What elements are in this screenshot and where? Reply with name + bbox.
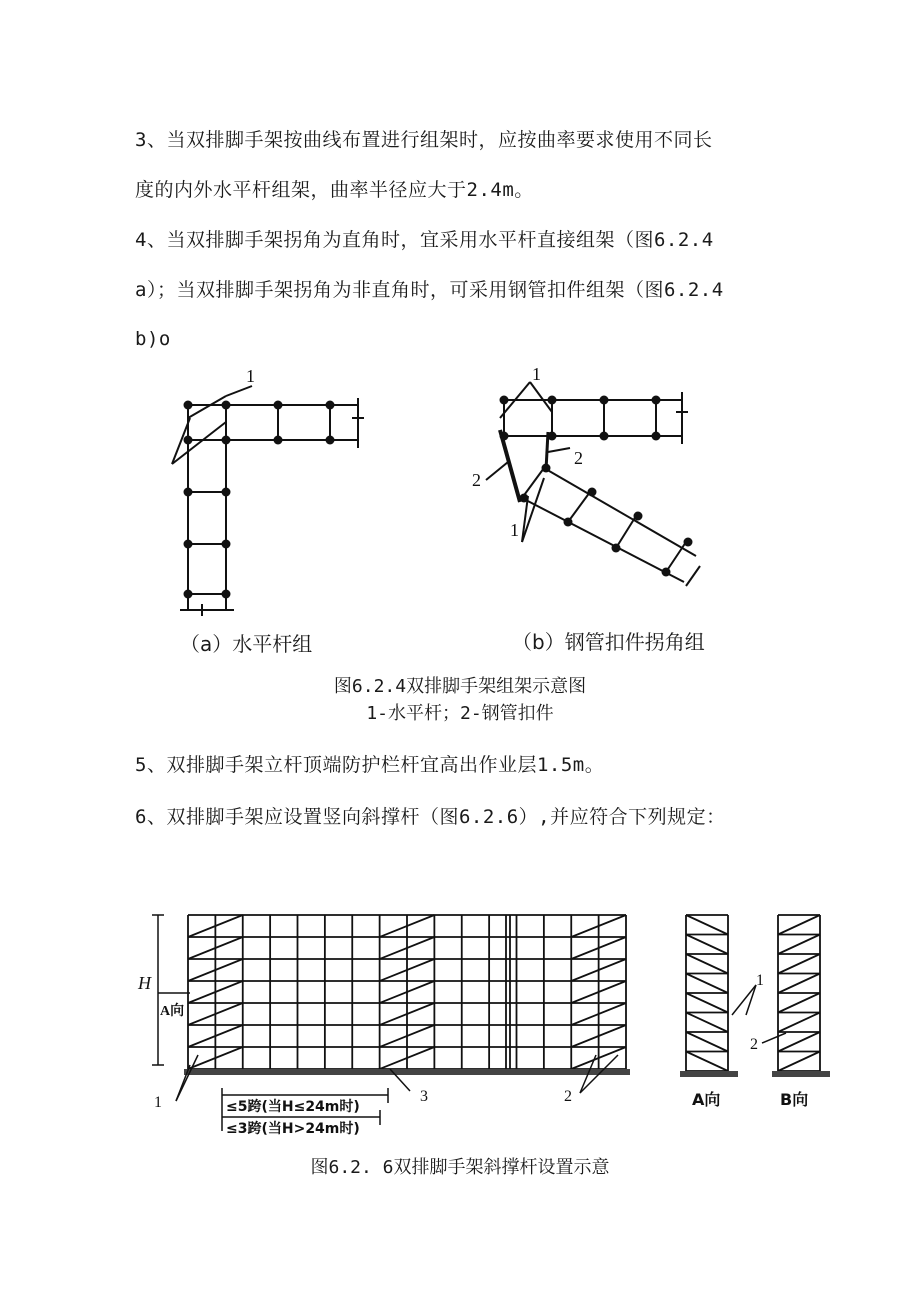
- height-label-h: H: [138, 973, 151, 993]
- span-rule-24m-below: ≤5跨(当H≤24m时): [226, 1099, 360, 1115]
- side-brace-a: [686, 974, 728, 994]
- side-brace-a: [686, 1032, 728, 1052]
- side-label-1: 1: [756, 972, 764, 989]
- paragraph-3-line-1: 3、当双排脚手架按曲线布置进行组架时，应按曲率要求使用不同长: [135, 129, 713, 151]
- side-brace-b: [778, 974, 820, 994]
- figure-624-legend: 1-水平杆；2-钢管扣件: [366, 703, 554, 724]
- paragraph-5: 5、双排脚手架立杆顶端防护栏杆宜高出作业层1.5m。: [135, 754, 605, 776]
- side-brace-b: [778, 915, 820, 935]
- side-brace-b: [778, 954, 820, 974]
- figure-626-label-1: 1: [154, 1094, 162, 1111]
- side-brace-b: [778, 993, 820, 1013]
- figure-624b-subcaption: （b）钢管扣件拐角组: [512, 630, 705, 654]
- figure-626-caption: 图6.2. 6双排脚手架斜撑杆设置示意: [310, 1157, 610, 1178]
- side-brace-a: [686, 954, 728, 974]
- side-brace-a: [686, 1052, 728, 1072]
- side-brace-b: [778, 935, 820, 955]
- view-a-label: A向: [692, 1090, 721, 1109]
- ground-hatch: [184, 1069, 630, 1075]
- side-brace-b: [778, 1032, 820, 1052]
- paragraph-4-line-3: b)o: [135, 328, 171, 350]
- paragraph-4-line-2: a）；当双排脚手架拐角为非直角时，可采用钢管扣件组架（图6.2.4: [135, 279, 724, 301]
- figure-626-label-2: 2: [564, 1088, 572, 1105]
- figure-626-label-3: 3: [420, 1088, 428, 1105]
- figure-624b-label-1-bottom: 1: [510, 520, 519, 540]
- side-brace-a: [686, 1013, 728, 1033]
- figure-626-side-views: [670, 905, 840, 1125]
- span-rule-24m-above: ≤3跨(当H>24m时): [226, 1121, 360, 1137]
- figure-626-elevation: [140, 905, 640, 1145]
- figure-624-caption: 图6.2.4双排脚手架组架示意图: [333, 676, 587, 697]
- side-brace-a: [686, 993, 728, 1013]
- figure-624a-label-1: 1: [246, 366, 255, 386]
- side-label-2: 2: [750, 1036, 758, 1053]
- figure-624b-diagram: [470, 360, 720, 610]
- side-brace-b: [778, 1013, 820, 1033]
- paragraph-3-line-2: 度的内外水平杆组架，曲率半径应大于2.4m。: [135, 179, 534, 201]
- paragraph-4-line-1: 4、当双排脚手架拐角为直角时，宜采用水平杆直接组架（图6.2.4: [135, 229, 714, 251]
- figure-624b-label-2-right: 2: [574, 448, 583, 468]
- figure-624a-subcaption: （a）水平杆组: [180, 632, 313, 656]
- figure-624b-label-1-top: 1: [532, 364, 541, 384]
- ground-hatch-a: [680, 1071, 738, 1077]
- a-direction-label: A向: [160, 1004, 185, 1019]
- side-brace-b: [778, 1052, 820, 1072]
- figure-624a-diagram: [160, 360, 390, 620]
- ground-hatch-b: [772, 1071, 830, 1077]
- figure-624b-label-2-left: 2: [472, 470, 481, 490]
- paragraph-6: 6、双排脚手架应设置竖向斜撑杆（图6.2.6）,并应符合下列规定：: [135, 806, 726, 828]
- side-brace-a: [686, 915, 728, 935]
- view-b-label: B向: [780, 1090, 809, 1109]
- side-brace-a: [686, 935, 728, 955]
